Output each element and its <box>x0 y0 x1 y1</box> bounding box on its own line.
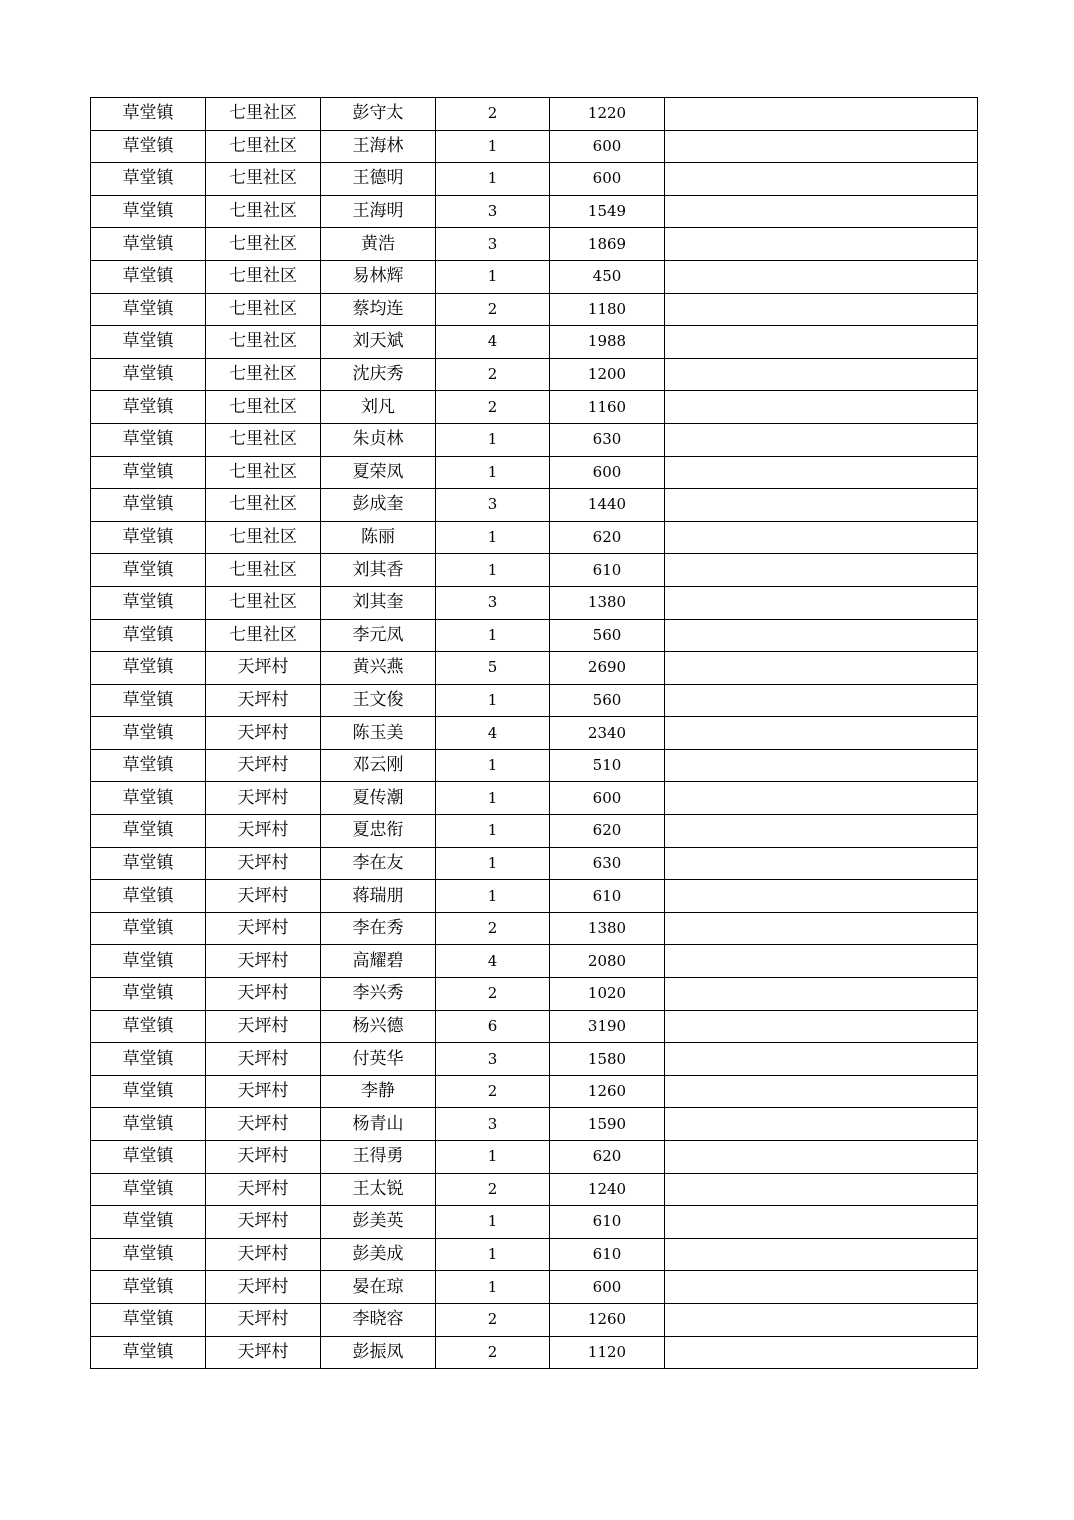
cell-village: 七里社区 <box>206 195 321 228</box>
table-row <box>91 293 978 326</box>
cell-town: 草堂镇 <box>91 782 206 815</box>
cell-town: 草堂镇 <box>91 1141 206 1174</box>
cell-village: 七里社区 <box>206 391 321 424</box>
cell-name: 黄浩 <box>321 228 436 261</box>
table-row <box>91 1075 978 1108</box>
cell-village: 天坪村 <box>206 782 321 815</box>
cell-amount: 630 <box>550 423 665 456</box>
cell-village: 天坪村 <box>206 1108 321 1141</box>
cell-people-count: 1 <box>436 1206 550 1239</box>
cell-town: 草堂镇 <box>91 978 206 1011</box>
cell-town: 草堂镇 <box>91 1043 206 1076</box>
cell-village: 七里社区 <box>206 260 321 293</box>
cell-name: 刘其香 <box>321 554 436 587</box>
cell-note <box>665 684 978 717</box>
cell-village: 天坪村 <box>206 717 321 750</box>
cell-town: 草堂镇 <box>91 554 206 587</box>
cell-town: 草堂镇 <box>91 293 206 326</box>
cell-name: 邓云刚 <box>321 749 436 782</box>
cell-people-count: 3 <box>436 1043 550 1076</box>
cell-people-count: 1 <box>436 130 550 163</box>
cell-name: 王得勇 <box>321 1141 436 1174</box>
table-row <box>91 684 978 717</box>
cell-note <box>665 391 978 424</box>
cell-town: 草堂镇 <box>91 1173 206 1206</box>
cell-note <box>665 619 978 652</box>
cell-village: 七里社区 <box>206 586 321 619</box>
cell-amount: 450 <box>550 260 665 293</box>
cell-town: 草堂镇 <box>91 945 206 978</box>
cell-note <box>665 1303 978 1336</box>
cell-town: 草堂镇 <box>91 130 206 163</box>
cell-name: 李晓容 <box>321 1303 436 1336</box>
table-row <box>91 586 978 619</box>
cell-amount: 1020 <box>550 978 665 1011</box>
cell-village: 天坪村 <box>206 912 321 945</box>
cell-people-count: 3 <box>436 1108 550 1141</box>
cell-note <box>665 521 978 554</box>
cell-village: 天坪村 <box>206 978 321 1011</box>
table-row <box>91 423 978 456</box>
cell-town: 草堂镇 <box>91 358 206 391</box>
cell-note <box>665 782 978 815</box>
cell-people-count: 1 <box>436 1271 550 1304</box>
table-row <box>91 391 978 424</box>
cell-note <box>665 293 978 326</box>
table-row <box>91 1141 978 1174</box>
cell-town: 草堂镇 <box>91 749 206 782</box>
cell-people-count: 1 <box>436 684 550 717</box>
cell-amount: 1380 <box>550 912 665 945</box>
cell-amount: 1549 <box>550 195 665 228</box>
cell-name: 易林辉 <box>321 260 436 293</box>
cell-town: 草堂镇 <box>91 195 206 228</box>
table-row <box>91 163 978 196</box>
table-row <box>91 98 978 131</box>
cell-town: 草堂镇 <box>91 586 206 619</box>
cell-note <box>665 945 978 978</box>
cell-amount: 1590 <box>550 1108 665 1141</box>
cell-note <box>665 554 978 587</box>
cell-village: 天坪村 <box>206 847 321 880</box>
cell-note <box>665 880 978 913</box>
table-row <box>91 1010 978 1043</box>
cell-town: 草堂镇 <box>91 652 206 685</box>
cell-note <box>665 1108 978 1141</box>
cell-town: 草堂镇 <box>91 423 206 456</box>
cell-people-count: 5 <box>436 652 550 685</box>
cell-name: 夏忠衔 <box>321 815 436 848</box>
cell-town: 草堂镇 <box>91 391 206 424</box>
cell-amount: 560 <box>550 684 665 717</box>
cell-note <box>665 1173 978 1206</box>
cell-town: 草堂镇 <box>91 1336 206 1369</box>
cell-people-count: 3 <box>436 228 550 261</box>
table-row <box>91 749 978 782</box>
cell-name: 夏传潮 <box>321 782 436 815</box>
cell-note <box>665 815 978 848</box>
table-row <box>91 782 978 815</box>
cell-people-count: 2 <box>436 1173 550 1206</box>
cell-village: 天坪村 <box>206 1173 321 1206</box>
cell-note <box>665 978 978 1011</box>
cell-name: 高耀碧 <box>321 945 436 978</box>
cell-name: 蒋瑞朋 <box>321 880 436 913</box>
cell-amount: 510 <box>550 749 665 782</box>
cell-people-count: 2 <box>436 98 550 131</box>
cell-note <box>665 1336 978 1369</box>
cell-note <box>665 1206 978 1239</box>
cell-town: 草堂镇 <box>91 1271 206 1304</box>
cell-note <box>665 912 978 945</box>
cell-note <box>665 717 978 750</box>
cell-people-count: 1 <box>436 847 550 880</box>
cell-people-count: 1 <box>436 423 550 456</box>
cell-note <box>665 423 978 456</box>
cell-name: 李静 <box>321 1075 436 1108</box>
cell-note <box>665 586 978 619</box>
table-row <box>91 358 978 391</box>
cell-amount: 600 <box>550 456 665 489</box>
cell-name: 王海明 <box>321 195 436 228</box>
cell-note <box>665 1141 978 1174</box>
cell-town: 草堂镇 <box>91 1206 206 1239</box>
cell-name: 王文俊 <box>321 684 436 717</box>
cell-note <box>665 1271 978 1304</box>
cell-town: 草堂镇 <box>91 619 206 652</box>
cell-amount: 1220 <box>550 98 665 131</box>
cell-village: 七里社区 <box>206 456 321 489</box>
cell-village: 天坪村 <box>206 652 321 685</box>
cell-town: 草堂镇 <box>91 1075 206 1108</box>
cell-note <box>665 489 978 522</box>
cell-name: 彭振凤 <box>321 1336 436 1369</box>
cell-village: 天坪村 <box>206 1010 321 1043</box>
cell-name: 王太锐 <box>321 1173 436 1206</box>
cell-village: 天坪村 <box>206 880 321 913</box>
cell-amount: 610 <box>550 554 665 587</box>
cell-name: 沈庆秀 <box>321 358 436 391</box>
table-row <box>91 1108 978 1141</box>
cell-village: 七里社区 <box>206 130 321 163</box>
cell-village: 七里社区 <box>206 293 321 326</box>
cell-village: 天坪村 <box>206 684 321 717</box>
cell-amount: 1160 <box>550 391 665 424</box>
cell-amount: 600 <box>550 130 665 163</box>
cell-name: 杨青山 <box>321 1108 436 1141</box>
cell-name: 晏在琼 <box>321 1271 436 1304</box>
cell-amount: 1200 <box>550 358 665 391</box>
table-row <box>91 945 978 978</box>
cell-town: 草堂镇 <box>91 163 206 196</box>
cell-name: 刘凡 <box>321 391 436 424</box>
cell-amount: 610 <box>550 1206 665 1239</box>
cell-amount: 3190 <box>550 1010 665 1043</box>
cell-town: 草堂镇 <box>91 326 206 359</box>
table-row <box>91 228 978 261</box>
table-body <box>91 98 978 1369</box>
cell-amount: 1380 <box>550 586 665 619</box>
cell-amount: 1580 <box>550 1043 665 1076</box>
cell-people-count: 2 <box>436 293 550 326</box>
cell-amount: 600 <box>550 782 665 815</box>
cell-people-count: 1 <box>436 1141 550 1174</box>
cell-amount: 600 <box>550 1271 665 1304</box>
cell-town: 草堂镇 <box>91 684 206 717</box>
cell-people-count: 2 <box>436 912 550 945</box>
cell-name: 李兴秀 <box>321 978 436 1011</box>
cell-amount: 610 <box>550 1238 665 1271</box>
cell-people-count: 2 <box>436 1075 550 1108</box>
cell-people-count: 1 <box>436 782 550 815</box>
cell-village: 天坪村 <box>206 1075 321 1108</box>
table-row <box>91 619 978 652</box>
cell-amount: 1260 <box>550 1075 665 1108</box>
cell-people-count: 2 <box>436 358 550 391</box>
cell-village: 天坪村 <box>206 1303 321 1336</box>
cell-people-count: 1 <box>436 456 550 489</box>
cell-amount: 2080 <box>550 945 665 978</box>
cell-town: 草堂镇 <box>91 912 206 945</box>
cell-note <box>665 98 978 131</box>
table-row <box>91 521 978 554</box>
cell-note <box>665 163 978 196</box>
cell-village: 七里社区 <box>206 228 321 261</box>
cell-name: 黄兴燕 <box>321 652 436 685</box>
cell-people-count: 6 <box>436 1010 550 1043</box>
table-row <box>91 1336 978 1369</box>
cell-amount: 1180 <box>550 293 665 326</box>
cell-village: 天坪村 <box>206 1206 321 1239</box>
cell-name: 李在友 <box>321 847 436 880</box>
cell-note <box>665 195 978 228</box>
cell-name: 彭美英 <box>321 1206 436 1239</box>
cell-name: 刘其奎 <box>321 586 436 619</box>
cell-people-count: 3 <box>436 586 550 619</box>
cell-name: 杨兴德 <box>321 1010 436 1043</box>
cell-people-count: 1 <box>436 619 550 652</box>
cell-town: 草堂镇 <box>91 1010 206 1043</box>
cell-amount: 620 <box>550 1141 665 1174</box>
cell-village: 天坪村 <box>206 1043 321 1076</box>
table-row <box>91 912 978 945</box>
cell-town: 草堂镇 <box>91 815 206 848</box>
cell-note <box>665 326 978 359</box>
cell-town: 草堂镇 <box>91 260 206 293</box>
table-row <box>91 260 978 293</box>
cell-people-count: 1 <box>436 554 550 587</box>
cell-people-count: 4 <box>436 717 550 750</box>
table-row <box>91 489 978 522</box>
cell-people-count: 1 <box>436 521 550 554</box>
cell-note <box>665 1238 978 1271</box>
cell-note <box>665 130 978 163</box>
cell-town: 草堂镇 <box>91 456 206 489</box>
cell-name: 王德明 <box>321 163 436 196</box>
cell-name: 付英华 <box>321 1043 436 1076</box>
cell-people-count: 1 <box>436 815 550 848</box>
cell-people-count: 1 <box>436 1238 550 1271</box>
cell-people-count: 3 <box>436 489 550 522</box>
cell-village: 天坪村 <box>206 1271 321 1304</box>
table-row <box>91 880 978 913</box>
cell-village: 七里社区 <box>206 423 321 456</box>
cell-amount: 1440 <box>550 489 665 522</box>
table-row <box>91 815 978 848</box>
cell-people-count: 1 <box>436 749 550 782</box>
cell-town: 草堂镇 <box>91 1303 206 1336</box>
table-row <box>91 1238 978 1271</box>
cell-town: 草堂镇 <box>91 98 206 131</box>
table-row <box>91 456 978 489</box>
cell-people-count: 4 <box>436 326 550 359</box>
cell-people-count: 1 <box>436 880 550 913</box>
cell-village: 七里社区 <box>206 554 321 587</box>
cell-town: 草堂镇 <box>91 1108 206 1141</box>
cell-village: 天坪村 <box>206 1238 321 1271</box>
cell-amount: 620 <box>550 521 665 554</box>
cell-note <box>665 847 978 880</box>
cell-name: 陈玉美 <box>321 717 436 750</box>
table-row <box>91 1271 978 1304</box>
table-row <box>91 1043 978 1076</box>
cell-town: 草堂镇 <box>91 489 206 522</box>
cell-amount: 2690 <box>550 652 665 685</box>
cell-people-count: 2 <box>436 391 550 424</box>
cell-village: 七里社区 <box>206 98 321 131</box>
cell-town: 草堂镇 <box>91 1238 206 1271</box>
cell-village: 七里社区 <box>206 619 321 652</box>
cell-amount: 2340 <box>550 717 665 750</box>
cell-amount: 610 <box>550 880 665 913</box>
cell-village: 七里社区 <box>206 521 321 554</box>
table-row <box>91 1173 978 1206</box>
table-row <box>91 195 978 228</box>
data-table <box>90 97 978 1369</box>
cell-amount: 630 <box>550 847 665 880</box>
cell-people-count: 2 <box>436 1303 550 1336</box>
cell-note <box>665 260 978 293</box>
table-row <box>91 978 978 1011</box>
cell-name: 彭守太 <box>321 98 436 131</box>
cell-note <box>665 749 978 782</box>
cell-note <box>665 652 978 685</box>
cell-town: 草堂镇 <box>91 717 206 750</box>
cell-amount: 1869 <box>550 228 665 261</box>
cell-town: 草堂镇 <box>91 521 206 554</box>
cell-village: 天坪村 <box>206 1336 321 1369</box>
cell-village: 天坪村 <box>206 815 321 848</box>
cell-name: 刘天斌 <box>321 326 436 359</box>
cell-note <box>665 1043 978 1076</box>
cell-amount: 1240 <box>550 1173 665 1206</box>
cell-people-count: 1 <box>436 260 550 293</box>
cell-amount: 1988 <box>550 326 665 359</box>
cell-people-count: 4 <box>436 945 550 978</box>
cell-village: 七里社区 <box>206 358 321 391</box>
cell-name: 彭美成 <box>321 1238 436 1271</box>
cell-people-count: 1 <box>436 163 550 196</box>
cell-note <box>665 228 978 261</box>
cell-note <box>665 1010 978 1043</box>
cell-amount: 560 <box>550 619 665 652</box>
cell-name: 朱贞林 <box>321 423 436 456</box>
cell-people-count: 2 <box>436 978 550 1011</box>
cell-name: 彭成奎 <box>321 489 436 522</box>
cell-village: 天坪村 <box>206 1141 321 1174</box>
table-row <box>91 554 978 587</box>
table-row <box>91 130 978 163</box>
cell-village: 七里社区 <box>206 163 321 196</box>
cell-name: 蔡均连 <box>321 293 436 326</box>
cell-village: 天坪村 <box>206 749 321 782</box>
cell-amount: 1120 <box>550 1336 665 1369</box>
cell-name: 陈丽 <box>321 521 436 554</box>
cell-name: 王海林 <box>321 130 436 163</box>
cell-village: 天坪村 <box>206 945 321 978</box>
cell-note <box>665 456 978 489</box>
cell-amount: 600 <box>550 163 665 196</box>
cell-town: 草堂镇 <box>91 880 206 913</box>
table-row <box>91 1206 978 1239</box>
cell-amount: 620 <box>550 815 665 848</box>
table-row <box>91 326 978 359</box>
cell-town: 草堂镇 <box>91 847 206 880</box>
cell-village: 七里社区 <box>206 489 321 522</box>
cell-people-count: 3 <box>436 195 550 228</box>
cell-name: 李元凤 <box>321 619 436 652</box>
table-row <box>91 847 978 880</box>
cell-name: 李在秀 <box>321 912 436 945</box>
cell-name: 夏荣凤 <box>321 456 436 489</box>
cell-village: 七里社区 <box>206 326 321 359</box>
cell-note <box>665 358 978 391</box>
cell-amount: 1260 <box>550 1303 665 1336</box>
table-row <box>91 717 978 750</box>
cell-people-count: 2 <box>436 1336 550 1369</box>
cell-note <box>665 1075 978 1108</box>
table-row <box>91 652 978 685</box>
table-row <box>91 1303 978 1336</box>
cell-town: 草堂镇 <box>91 228 206 261</box>
